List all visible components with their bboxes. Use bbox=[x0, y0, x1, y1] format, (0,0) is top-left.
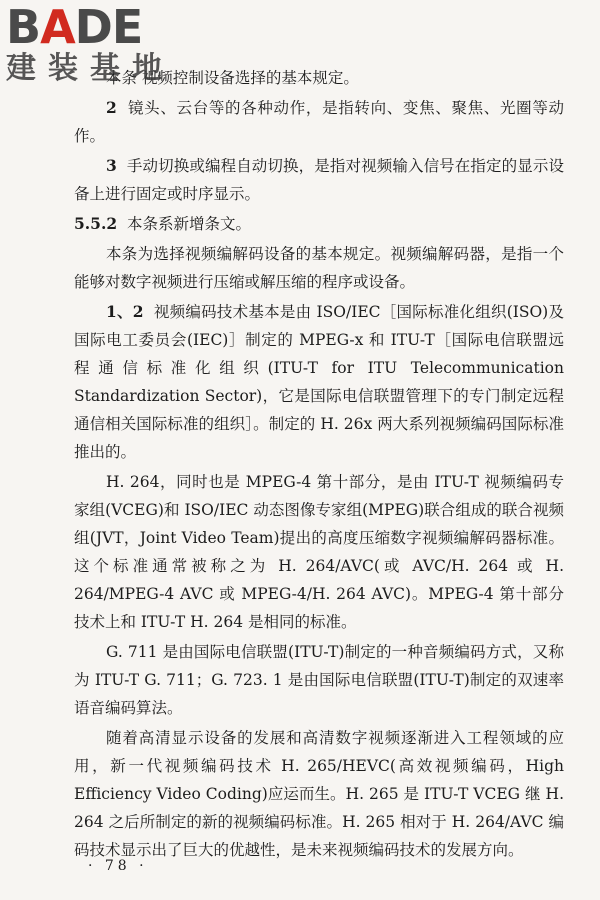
paragraph-text: 视频编码技术基本是由 ISO/IEC［国际标准化组织(ISO)及国际电工委员会(IEC)］制定的 MPEG-x 和 ITU-T［国际电信联盟远程通信标准化组织(ITU-T for ITU Telecommunication Standardization Sector)，它是国际电信联盟管理下的专门制定远程通信相关国际标准的组织］。制定的 H. 26x 两大系列视频编码国际标准推出的。 bbox=[74, 303, 564, 461]
document-body bbox=[74, 64, 564, 866]
paragraph-text: 本条 视频控制设备选择的基本规定。 bbox=[106, 69, 359, 87]
paragraph-1 bbox=[74, 94, 564, 150]
body-paragraph-3 bbox=[74, 638, 564, 722]
body-paragraph-1 bbox=[74, 298, 564, 466]
paragraph-text: 手动切换或编程自动切换，是指对视频输入信号在指定的显示设备上进行固定或时序显示。 bbox=[74, 157, 564, 203]
paragraph-text: 镜头、云台等的各种动作，是指转向、变焦、聚焦、光圈等动作。 bbox=[74, 99, 564, 145]
logo-letter-a: A bbox=[40, 0, 75, 54]
paragraph-text: 本条为选择视频编解码设备的基本规定。视频编解码器，是指一个能够对数字视频进行压缩或解压缩的程序或设备。 bbox=[74, 245, 564, 291]
page-number: · 78 · bbox=[88, 858, 148, 874]
logo-mark bbox=[6, 0, 174, 54]
body-paragraph-0 bbox=[74, 240, 564, 296]
logo-letters-de: DE bbox=[74, 0, 143, 54]
logo-subtitle: 建装基地 bbox=[6, 51, 174, 86]
section-number: 5.5.2 bbox=[74, 214, 118, 233]
logo-letter-b: B bbox=[6, 0, 41, 54]
item-number: 3 bbox=[106, 156, 117, 175]
paragraph-2 bbox=[74, 152, 564, 208]
bade-watermark-logo bbox=[6, 0, 174, 86]
paragraph-text: 随着高清显示设备的发展和高清数字视频逐渐进入工程领域的应用，新一代视频编码技术 H. 265/HEVC(高效视频编码，High Efficiency Video Coding)应运而生。H. 265 是 ITU-T VCEG 继 H. 264 之后所制定的新的视频编码标准。H. 265 相对于 H. 264/AVC 编码技术显示出了巨大的优越性，是未来视频编码技术的发展方向。 bbox=[74, 729, 564, 859]
item-number: 1、2 bbox=[106, 302, 144, 321]
paragraph-text: G. 711 是由国际电信联盟(ITU-T)制定的一种音频编码方式，又称为 ITU-T G. 711；G. 723. 1 是由国际电信联盟(ITU-T)制定的双速率语音编码算法。 bbox=[74, 643, 564, 717]
section-heading bbox=[74, 210, 564, 238]
item-number: 2 bbox=[106, 98, 117, 117]
paragraph-text: H. 264，同时也是 MPEG-4 第十部分，是由 ITU-T 视频编码专家组(VCEG)和 ISO/IEC 动态图像专家组(MPEG)联合组成的联合视频组(JVT，Joint Video Team)提出的高度压缩数字视频编解码器标准。这个标准通常被称之为 H. 264/AVC(或 AVC/H. 264 或 H. 264/MPEG-4 AVC 或 MPEG-4/H. 264 AVC)。MPEG-4 第十部分技术上和 ITU-T H. 264 是相同的标准。 bbox=[74, 473, 564, 631]
body-paragraph-4 bbox=[74, 724, 564, 864]
body-paragraph-2 bbox=[74, 468, 564, 636]
section-title: 本条系新增条文。 bbox=[127, 215, 252, 233]
